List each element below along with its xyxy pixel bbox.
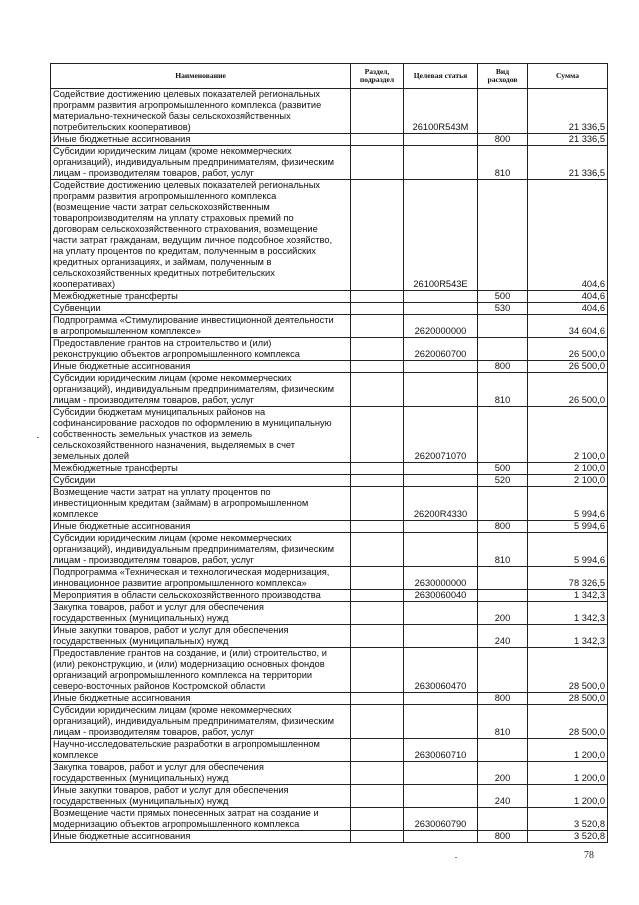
row-sum: 404,6 [528,180,608,291]
row-name: Содействие достижению целевых показателей региональных программ развития агропромышленного комплекса (развитие материально-технической базы сельскохозяйственных потребительских кооперативов) [51,89,351,134]
row-target-article [404,373,478,407]
row-name: Субсидии [51,475,351,487]
row-name: Иные бюджетные ассигнования [51,134,351,146]
row-expense-type: 810 [478,146,528,180]
row-name: Субсидии бюджетам муниципальных районов на софинансирование расходов по оформлению в муниципальную собственность земельных участков из земель сельскохозяйственного назначения, выделяемых в счет земельных долей [51,407,351,463]
row-target-article [404,831,478,843]
row-target-article [404,705,478,739]
row-target-article [404,693,478,705]
row-razdel [351,533,404,567]
row-razdel [351,808,404,831]
row-target-article: 2630060040 [404,590,478,602]
row-razdel [351,785,404,808]
header-name: Наименование [51,64,351,89]
row-razdel [351,762,404,785]
row-name: Иные бюджетные ассигнования [51,361,351,373]
row-razdel [351,705,404,739]
table-row [51,705,608,739]
row-expense-type: 500 [478,291,528,303]
table-row [51,407,608,463]
row-razdel [351,146,404,180]
row-name: Предоставление грантов на создание, и (или) строительство, и (или) реконструкцию, и (или) модернизацию основных фондов организаций агропромышленного комплекса на территории северо-восточных районов Костромской области [51,648,351,693]
row-target-article: 26100R543E [404,180,478,291]
row-sum: 2 100,0 [528,475,608,487]
table-row [51,625,608,648]
row-sum: 3 520,8 [528,831,608,843]
row-name: Субвенции [51,303,351,315]
row-expense-type [478,89,528,134]
row-name: Субсидии юридическим лицам (кроме некоммерческих организаций), индивидуальным предпринимателям, физическим лицам - производителям товаров, работ, услуг [51,146,351,180]
table-row [51,831,608,843]
row-sum: 1 342,3 [528,590,608,602]
row-name: Мероприятия в области сельскохозяйственного производства [51,590,351,602]
row-expense-type: 810 [478,533,528,567]
row-target-article: 2620060700 [404,338,478,361]
row-target-article [404,463,478,475]
row-target-article: 2630060470 [404,648,478,693]
row-razdel [351,625,404,648]
row-name: Научно-исследовательские разработки в агропромышленном комплексе [51,739,351,762]
table-row [51,602,608,625]
row-expense-type: 810 [478,705,528,739]
row-target-article [404,602,478,625]
table-row [51,463,608,475]
row-razdel [351,602,404,625]
row-razdel [351,180,404,291]
row-sum: 1 342,3 [528,602,608,625]
row-target-article [404,762,478,785]
table-row [51,361,608,373]
row-sum: 404,6 [528,303,608,315]
table-row [51,693,608,705]
row-sum: 28 500,0 [528,693,608,705]
row-razdel [351,648,404,693]
row-sum: 21 336,5 [528,134,608,146]
row-target-article [404,134,478,146]
table-row [51,303,608,315]
row-razdel [351,739,404,762]
table-row [51,89,608,134]
row-expense-type: 800 [478,134,528,146]
row-name: Возмещение части затрат на уплату процентов по инвестиционным кредитам (займам) в агропромышленном комплексе [51,487,351,521]
table-header [51,64,608,89]
row-name: Закупка товаров, работ и услуг для обеспечения государственных (муниципальных) нужд [51,602,351,625]
row-target-article: 26200R4330 [404,487,478,521]
row-razdel [351,134,404,146]
row-expense-type: 200 [478,602,528,625]
table-row [51,648,608,693]
row-sum: 21 336,5 [528,89,608,134]
row-name: Иные закупки товаров, работ и услуг для обеспечения государственных (муниципальных) нужд [51,785,351,808]
table-row [51,134,608,146]
row-name: Иные бюджетные ассигнования [51,831,351,843]
header-row [51,64,608,89]
row-razdel [351,590,404,602]
row-target-article [404,475,478,487]
table-row [51,315,608,338]
table-row [51,533,608,567]
budget-document [50,63,607,843]
row-sum: 34 604,6 [528,315,608,338]
row-name: Межбюджетные трансферты [51,463,351,475]
row-name: Содействие достижению целевых показателей региональных программ развития агропромышленного комплекса (возмещение части затрат сельскохозяйственным товаропроизводителям на уплату страховых премий по договорам сельскохозяйственного страхования, возмещение части затрат гражданам, ведущим личное подсобное хозяйство, на уплату процентов по кредитам, полученным в российских кредитных организациях, и займам, полученным в сельскохозяйственных кредитных потребительских кооперативах) [51,180,351,291]
row-razdel [351,361,404,373]
row-razdel [351,521,404,533]
table-body [51,89,608,843]
row-target-article [404,303,478,315]
row-name: Субсидии юридическим лицам (кроме некоммерческих организаций), индивидуальным предпринимателям, физическим лицам - производителям товаров, работ, услуг [51,373,351,407]
row-sum: 404,6 [528,291,608,303]
row-expense-type: 240 [478,785,528,808]
row-razdel [351,89,404,134]
row-expense-type [478,407,528,463]
table-row [51,146,608,180]
table-row [51,338,608,361]
row-sum: 26 500,0 [528,373,608,407]
row-expense-type: 200 [478,762,528,785]
table-row [51,808,608,831]
row-expense-type: 800 [478,693,528,705]
table-row [51,475,608,487]
row-expense-type [478,590,528,602]
table-row [51,487,608,521]
row-expense-type: 240 [478,625,528,648]
row-name: Подпрограмма «Техническая и технологическая модернизация, инновационное развитие агропромышленного комплекса» [51,567,351,590]
row-razdel [351,831,404,843]
row-target-article: 2630060790 [404,808,478,831]
row-expense-type [478,180,528,291]
row-expense-type [478,338,528,361]
row-expense-type [478,808,528,831]
table-row [51,567,608,590]
row-name: Иные закупки товаров, работ и услуг для обеспечения государственных (муниципальных) нужд [51,625,351,648]
row-expense-type [478,648,528,693]
row-name: Иные бюджетные ассигнования [51,693,351,705]
table-row [51,590,608,602]
row-expense-type: 810 [478,373,528,407]
row-sum: 1 200,0 [528,739,608,762]
row-razdel [351,338,404,361]
row-target-article: 2620071070 [404,407,478,463]
header-sum: Сумма [528,64,608,89]
row-razdel [351,487,404,521]
table-row [51,739,608,762]
row-target-article: 2620000000 [404,315,478,338]
row-target-article [404,521,478,533]
row-name: Субсидии юридическим лицам (кроме некоммерческих организаций), индивидуальным предпринимателям, физическим лицам - производителям товаров, работ, услуг [51,705,351,739]
row-expense-type [478,315,528,338]
row-sum: 21 336,5 [528,146,608,180]
header-cs: Целевая статья [404,64,478,89]
row-expense-type: 520 [478,475,528,487]
row-sum: 1 342,3 [528,625,608,648]
row-razdel [351,303,404,315]
row-razdel [351,567,404,590]
row-sum: 1 200,0 [528,785,608,808]
row-target-article [404,785,478,808]
row-sum: 5 994,6 [528,487,608,521]
row-target-article [404,361,478,373]
row-name: Предоставление грантов на строительство и (или) реконструкцию объектов агропромышленного комплекса [51,338,351,361]
row-razdel [351,315,404,338]
row-sum: 2 100,0 [528,463,608,475]
row-razdel [351,407,404,463]
row-target-article [404,533,478,567]
row-target-article: 2630060710 [404,739,478,762]
row-sum: 26 500,0 [528,338,608,361]
row-expense-type [478,487,528,521]
header-razdel: Раздел, подраздел [351,64,404,89]
table-row [51,785,608,808]
row-target-article: 2630000000 [404,567,478,590]
page-number: 78 [584,850,594,861]
row-expense-type: 800 [478,361,528,373]
row-razdel [351,373,404,407]
row-razdel [351,463,404,475]
row-expense-type: 530 [478,303,528,315]
row-target-article [404,146,478,180]
row-expense-type [478,567,528,590]
table-row [51,373,608,407]
row-name: Иные бюджетные ассигнования [51,521,351,533]
budget-table [50,63,608,843]
row-name: Межбюджетные трансферты [51,291,351,303]
row-target-article [404,291,478,303]
table-row [51,291,608,303]
row-sum: 28 500,0 [528,705,608,739]
row-sum: 78 326,5 [528,567,608,590]
row-razdel [351,693,404,705]
header-vid: Вид расходов [478,64,528,89]
row-expense-type: 800 [478,831,528,843]
row-sum: 1 200,0 [528,762,608,785]
row-sum: 2 100,0 [528,407,608,463]
row-razdel [351,475,404,487]
row-sum: 5 994,6 [528,521,608,533]
table-row [51,180,608,291]
row-name: Возмещение части прямых понесенных затрат на создание и модернизацию объектов агропромышленного комплекса [51,808,351,831]
row-razdel [351,291,404,303]
table-row [51,762,608,785]
row-expense-type: 500 [478,463,528,475]
row-sum: 3 520,8 [528,808,608,831]
row-name: Субсидии юридическим лицам (кроме некоммерческих организаций), индивидуальным предпринимателям, физическим лицам - производителям товаров, работ, услуг [51,533,351,567]
row-name: Закупка товаров, работ и услуг для обеспечения государственных (муниципальных) нужд [51,762,351,785]
row-name: Подпрограмма «Стимулирование инвестиционной деятельности в агропромышленном комплексе» [51,315,351,338]
row-target-article: 26100R543M [404,89,478,134]
row-expense-type [478,739,528,762]
scan-speck [455,857,457,858]
scan-speck [37,437,39,438]
table-row [51,521,608,533]
row-expense-type: 800 [478,521,528,533]
row-sum: 28 500,0 [528,648,608,693]
row-sum: 5 994,6 [528,533,608,567]
row-sum: 26 500,0 [528,361,608,373]
row-target-article [404,625,478,648]
